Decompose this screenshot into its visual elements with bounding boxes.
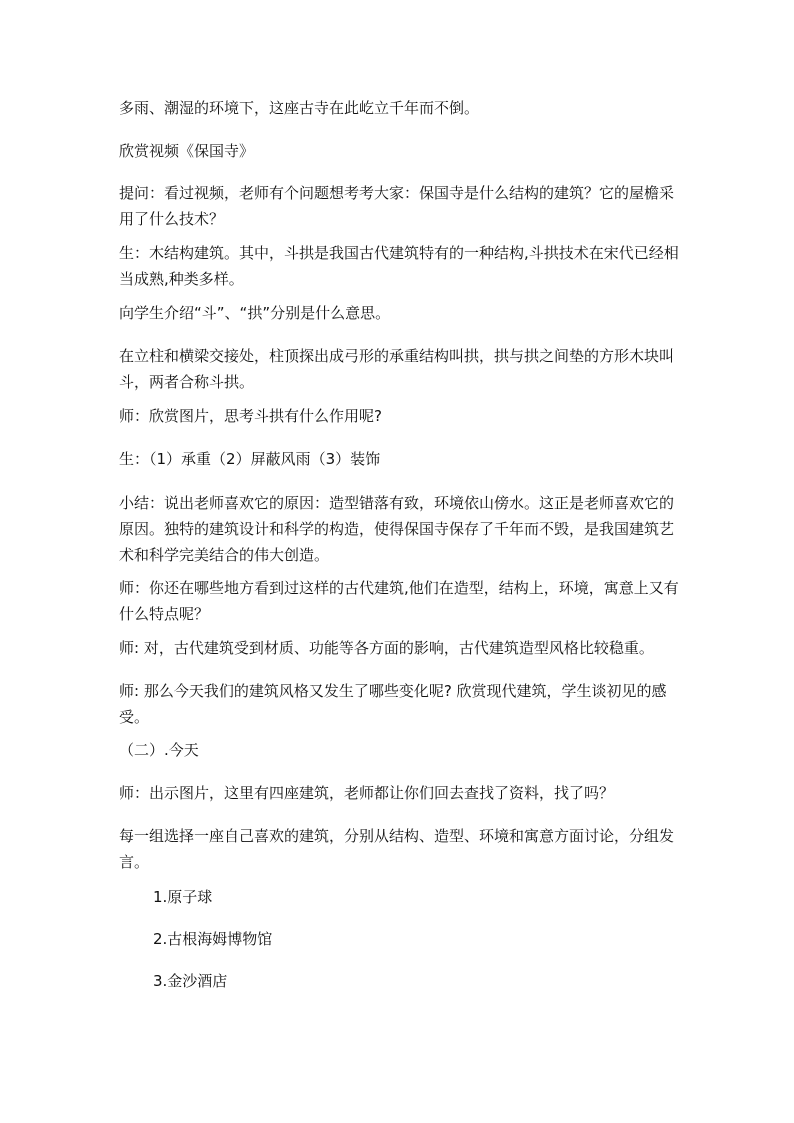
paragraph-4: 生：木结构建筑。其中，斗拱是我国古代建筑特有的一种结构,斗拱技术在宋代已经相当成熟,种类多样。 bbox=[119, 244, 679, 288]
list-item: 1.原子球 bbox=[153, 888, 213, 906]
paragraph-6: 在立柱和横梁交接处，柱顶探出成弓形的承重结构叫拱，拱与拱之间垫的方形木块叫斗，两者合称斗拱。 bbox=[119, 347, 675, 391]
paragraph-10: 师：你还在哪些地方看到过这样的古代建筑,他们在造型，结构上，环境，寓意上又有什么特点呢？ bbox=[119, 579, 679, 623]
paragraph-1: 多雨、潮湿的环境下，这座古寺在此屹立千年而不倒。 bbox=[119, 99, 480, 117]
paragraph-7: 师：欣赏图片，思考斗拱有什么作用呢? bbox=[119, 407, 382, 425]
paragraph-2: 欣赏视频《保国寺》 bbox=[119, 142, 255, 160]
section-heading: （二）.今天 bbox=[119, 741, 199, 759]
paragraph-11: 师: 对，古代建筑受到材质、功能等各方面的影响，古代建筑造型风格比较稳重。 bbox=[119, 639, 654, 657]
list-item: 2.古根海姆博物馆 bbox=[153, 930, 273, 948]
paragraph-3: 提问：看过视频，老师有个问题想考考大家：保国寺是什么结构的建筑？它的屋檐采用了什么技术？ bbox=[119, 184, 675, 228]
paragraph-9: 小结：说出老师喜欢它的原因：造型错落有致，环境依山傍水。这正是老师喜欢它的原因。独特的建筑设计和科学的构造，使得保国寺保存了千年而不毁，是我国建筑艺术和科学完美结合的伟大创造。 bbox=[119, 494, 675, 564]
list-item: 3.金沙酒店 bbox=[153, 972, 228, 990]
paragraph-15: 每一组选择一座自己喜欢的建筑，分别从结构、造型、环境和寓意方面讨论，分组发言。 bbox=[119, 827, 675, 871]
paragraph-8: 生：（1）承重（2）屏蔽风雨（3）装饰 bbox=[119, 450, 381, 468]
paragraph-14: 师：出示图片，这里有四座建筑，老师都让你们回去查找了资料，找了吗？ bbox=[119, 784, 615, 802]
paragraph-12: 师: 那么今天我们的建筑风格又发生了哪些变化呢? 欣赏现代建筑，学生谈初见的感受。 bbox=[119, 682, 667, 726]
paragraph-5: 向学生介绍“斗”、“拱”分别是什么意思。 bbox=[119, 304, 391, 322]
